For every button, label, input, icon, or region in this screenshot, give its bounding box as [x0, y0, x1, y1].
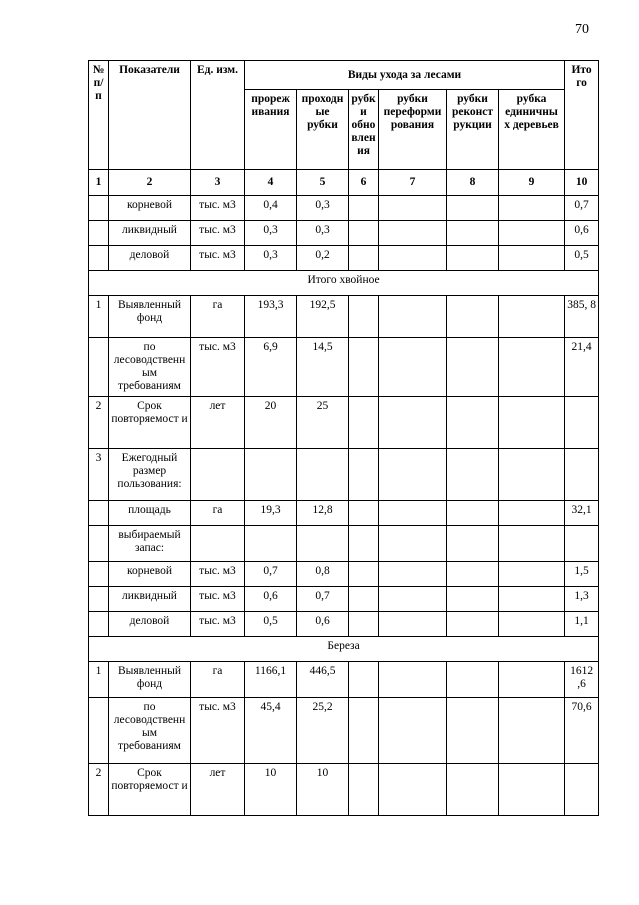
reconstruction-cutting-value: [447, 698, 499, 764]
forest-care-table: [88, 60, 599, 816]
total-value: 1,1: [565, 612, 599, 637]
thinning-value: 10: [245, 764, 297, 816]
passage-cutting-value: [297, 526, 349, 562]
total-value: 1,5: [565, 562, 599, 587]
reconstruction-cutting-value: [447, 296, 499, 338]
passage-cutting-value: 0,2: [297, 246, 349, 271]
passage-cutting-value: 14,5: [297, 338, 349, 397]
table-row: [89, 662, 599, 698]
single-tree-cutting-value: [499, 246, 565, 271]
indicator-cell: по лесоводственн ым требованиям: [109, 698, 191, 764]
reconstruction-cutting-value: [447, 587, 499, 612]
thinning-value: 19,3: [245, 501, 297, 526]
row-number: [89, 587, 109, 612]
table-row: [89, 698, 599, 764]
row-number: 3: [89, 449, 109, 501]
total-value: 1,3: [565, 587, 599, 612]
passage-cutting-value: 25,2: [297, 698, 349, 764]
reformation-cutting-value: [379, 501, 447, 526]
single-tree-cutting-value: [499, 397, 565, 449]
reconstruction-cutting-value: [447, 246, 499, 271]
indicator-cell: выбираемый запас:: [109, 526, 191, 562]
thinning-value: 0,7: [245, 562, 297, 587]
column-number: 2: [109, 170, 191, 196]
reformation-cutting-value: [379, 612, 447, 637]
header-num: № п/п: [89, 61, 109, 170]
renewal-cutting-value: [349, 587, 379, 612]
total-value: 0,5: [565, 246, 599, 271]
reformation-cutting-value: [379, 698, 447, 764]
header-row-1: [89, 61, 599, 90]
renewal-cutting-value: [349, 501, 379, 526]
unit-cell: лет: [191, 397, 245, 449]
row-number: [89, 338, 109, 397]
passage-cutting-value: 10: [297, 764, 349, 816]
header-unit: Ед. изм.: [191, 61, 245, 170]
indicator-cell: ликвидный: [109, 221, 191, 246]
column-number: 8: [447, 170, 499, 196]
row-number: [89, 246, 109, 271]
renewal-cutting-value: [349, 698, 379, 764]
row-number: 1: [89, 296, 109, 338]
header-reformation-cutting: рубки переформи рования: [379, 90, 447, 170]
header-care-types: Виды ухода за лесами: [245, 61, 565, 90]
header-reconstruction-cutting: рубки реконст рукции: [447, 90, 499, 170]
unit-cell: тыс. м3: [191, 246, 245, 271]
thinning-value: 0,6: [245, 587, 297, 612]
single-tree-cutting-value: [499, 698, 565, 764]
passage-cutting-value: 0,7: [297, 587, 349, 612]
column-number: 6: [349, 170, 379, 196]
passage-cutting-value: 12,8: [297, 501, 349, 526]
table-row: [89, 501, 599, 526]
indicator-cell: Ежегодный размер пользования:: [109, 449, 191, 501]
renewal-cutting-value: [349, 562, 379, 587]
single-tree-cutting-value: [499, 587, 565, 612]
reconstruction-cutting-value: [447, 662, 499, 698]
reconstruction-cutting-value: [447, 562, 499, 587]
reconstruction-cutting-value: [447, 526, 499, 562]
table-row: [89, 296, 599, 338]
section-title: Береза: [89, 637, 599, 662]
table-row: [89, 764, 599, 816]
unit-cell: лет: [191, 764, 245, 816]
thinning-value: [245, 526, 297, 562]
unit-cell: тыс. м3: [191, 338, 245, 397]
total-value: 32,1: [565, 501, 599, 526]
single-tree-cutting-value: [499, 526, 565, 562]
renewal-cutting-value: [349, 662, 379, 698]
reformation-cutting-value: [379, 397, 447, 449]
reconstruction-cutting-value: [447, 221, 499, 246]
table-row: [89, 587, 599, 612]
renewal-cutting-value: [349, 221, 379, 246]
section-title: Итого хвойное: [89, 271, 599, 296]
total-value: 385, 8: [565, 296, 599, 338]
thinning-value: 1166,1: [245, 662, 297, 698]
single-tree-cutting-value: [499, 562, 565, 587]
indicator-cell: деловой: [109, 246, 191, 271]
table-row: [89, 221, 599, 246]
column-number: 10: [565, 170, 599, 196]
table-row: [89, 397, 599, 449]
table-row: [89, 338, 599, 397]
page-number: 70: [575, 22, 589, 37]
passage-cutting-value: 0,3: [297, 196, 349, 221]
section-row: [89, 637, 599, 662]
renewal-cutting-value: [349, 338, 379, 397]
reformation-cutting-value: [379, 587, 447, 612]
renewal-cutting-value: [349, 526, 379, 562]
renewal-cutting-value: [349, 397, 379, 449]
renewal-cutting-value: [349, 196, 379, 221]
column-number: 5: [297, 170, 349, 196]
passage-cutting-value: 446,5: [297, 662, 349, 698]
total-value: 0,6: [565, 221, 599, 246]
renewal-cutting-value: [349, 612, 379, 637]
total-value: [565, 764, 599, 816]
column-number: 7: [379, 170, 447, 196]
single-tree-cutting-value: [499, 296, 565, 338]
row-number: [89, 526, 109, 562]
column-number-row: [89, 170, 599, 196]
column-number: 9: [499, 170, 565, 196]
row-number: [89, 698, 109, 764]
header-total: Ито го: [565, 61, 599, 170]
reformation-cutting-value: [379, 221, 447, 246]
reformation-cutting-value: [379, 662, 447, 698]
reconstruction-cutting-value: [447, 764, 499, 816]
single-tree-cutting-value: [499, 501, 565, 526]
reformation-cutting-value: [379, 526, 447, 562]
reconstruction-cutting-value: [447, 612, 499, 637]
thinning-value: 0,5: [245, 612, 297, 637]
unit-cell: тыс. м3: [191, 587, 245, 612]
header-indicator: Показатели: [109, 61, 191, 170]
indicator-cell: корневой: [109, 196, 191, 221]
row-number: [89, 501, 109, 526]
indicator-cell: Выявленный фонд: [109, 662, 191, 698]
total-value: 21,4: [565, 338, 599, 397]
thinning-value: 193,3: [245, 296, 297, 338]
unit-cell: [191, 526, 245, 562]
unit-cell: га: [191, 501, 245, 526]
row-number: 2: [89, 397, 109, 449]
indicator-cell: корневой: [109, 562, 191, 587]
total-value: 0,7: [565, 196, 599, 221]
reconstruction-cutting-value: [447, 397, 499, 449]
thinning-value: 20: [245, 397, 297, 449]
table-row: [89, 612, 599, 637]
passage-cutting-value: 192,5: [297, 296, 349, 338]
indicator-cell: ликвидный: [109, 587, 191, 612]
unit-cell: тыс. м3: [191, 698, 245, 764]
table-row: [89, 526, 599, 562]
row-number: [89, 612, 109, 637]
unit-cell: тыс. м3: [191, 562, 245, 587]
total-value: 70,6: [565, 698, 599, 764]
passage-cutting-value: [297, 449, 349, 501]
renewal-cutting-value: [349, 764, 379, 816]
reformation-cutting-value: [379, 449, 447, 501]
single-tree-cutting-value: [499, 196, 565, 221]
total-value: [565, 449, 599, 501]
thinning-value: 0,4: [245, 196, 297, 221]
indicator-cell: Срок повторяемост и: [109, 397, 191, 449]
header-passage-cutting: проходн ые рубки: [297, 90, 349, 170]
total-value: 1612 ,6: [565, 662, 599, 698]
unit-cell: тыс. м3: [191, 221, 245, 246]
reconstruction-cutting-value: [447, 501, 499, 526]
thinning-value: 0,3: [245, 221, 297, 246]
single-tree-cutting-value: [499, 338, 565, 397]
passage-cutting-value: 0,3: [297, 221, 349, 246]
thinning-value: 45,4: [245, 698, 297, 764]
table-row: [89, 246, 599, 271]
single-tree-cutting-value: [499, 221, 565, 246]
passage-cutting-value: 0,8: [297, 562, 349, 587]
renewal-cutting-value: [349, 246, 379, 271]
indicator-cell: Срок повторяемост и: [109, 764, 191, 816]
row-number: [89, 196, 109, 221]
unit-cell: га: [191, 296, 245, 338]
renewal-cutting-value: [349, 449, 379, 501]
thinning-value: 0,3: [245, 246, 297, 271]
unit-cell: тыс. м3: [191, 196, 245, 221]
header-single-tree-cutting: рубка единичны х деревьев: [499, 90, 565, 170]
passage-cutting-value: 25: [297, 397, 349, 449]
renewal-cutting-value: [349, 296, 379, 338]
header-thinning: прореж ивания: [245, 90, 297, 170]
single-tree-cutting-value: [499, 764, 565, 816]
reformation-cutting-value: [379, 246, 447, 271]
single-tree-cutting-value: [499, 449, 565, 501]
row-number: [89, 562, 109, 587]
thinning-value: 6,9: [245, 338, 297, 397]
reformation-cutting-value: [379, 562, 447, 587]
table-row: [89, 449, 599, 501]
header-renewal-cutting: рубк и обно вления: [349, 90, 379, 170]
thinning-value: [245, 449, 297, 501]
indicator-cell: Выявленный фонд: [109, 296, 191, 338]
single-tree-cutting-value: [499, 612, 565, 637]
row-number: [89, 221, 109, 246]
reconstruction-cutting-value: [447, 338, 499, 397]
column-number: 1: [89, 170, 109, 196]
row-number: 1: [89, 662, 109, 698]
single-tree-cutting-value: [499, 662, 565, 698]
indicator-cell: площадь: [109, 501, 191, 526]
unit-cell: га: [191, 662, 245, 698]
reformation-cutting-value: [379, 296, 447, 338]
indicator-cell: по лесоводственн ым требованиям: [109, 338, 191, 397]
reconstruction-cutting-value: [447, 449, 499, 501]
reformation-cutting-value: [379, 196, 447, 221]
total-value: [565, 397, 599, 449]
column-number: 3: [191, 170, 245, 196]
indicator-cell: деловой: [109, 612, 191, 637]
row-number: 2: [89, 764, 109, 816]
table-row: [89, 562, 599, 587]
reformation-cutting-value: [379, 764, 447, 816]
reformation-cutting-value: [379, 338, 447, 397]
total-value: [565, 526, 599, 562]
column-number: 4: [245, 170, 297, 196]
unit-cell: [191, 449, 245, 501]
table-row: [89, 196, 599, 221]
unit-cell: тыс. м3: [191, 612, 245, 637]
section-row: [89, 271, 599, 296]
passage-cutting-value: 0,6: [297, 612, 349, 637]
reconstruction-cutting-value: [447, 196, 499, 221]
